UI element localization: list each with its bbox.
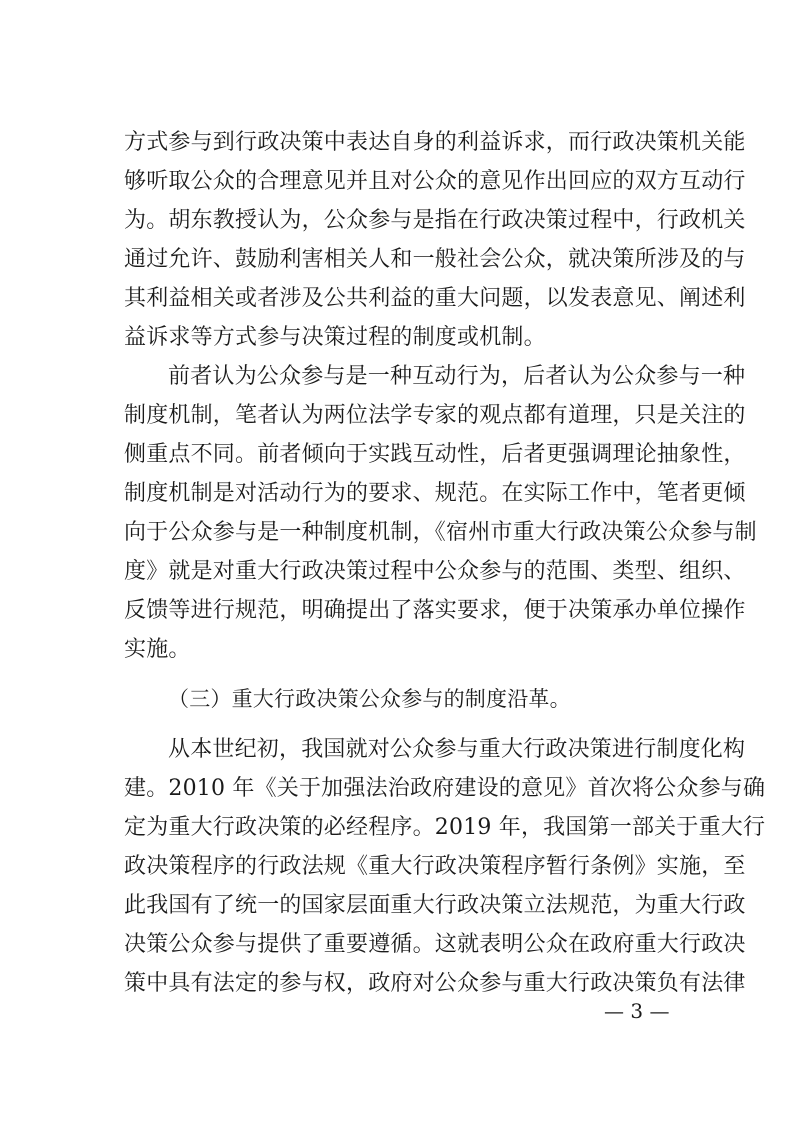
paragraph-3-line-6: 决策公众参与提供了重要遵循。这就表明公众在政府重大行政决 [124, 932, 746, 957]
paragraph-1-line-1: 方式参与到行政决策中表达自身的利益诉求，而行政决策机关能 [124, 130, 746, 155]
paragraph-2-line-8: 实施。 [124, 637, 191, 662]
paragraph-2-line-3: 侧重点不同。前者倾向于实践互动性，后者更强调理论抽象性， [124, 442, 746, 467]
paragraph-2-line-2: 制度机制，笔者认为两位法学专家的观点都有道理，只是关注的 [124, 403, 746, 428]
paragraph-1-line-2: 够听取公众的合理意见并且对公众的意见作出回应的双方互动行 [124, 169, 746, 194]
paragraph-2-line-4: 制度机制是对活动行为的要求、规范。在实际工作中，笔者更倾 [124, 481, 746, 506]
paragraph-2-line-7: 反馈等进行规范，明确提出了落实要求，便于决策承办单位操作 [124, 598, 746, 623]
paragraph-3-line-3: 定为重大行政决策的必经程序。2019 年，我国第一部关于重大行 [124, 815, 766, 840]
section-heading: （三）重大行政决策公众参与的制度沿革。 [168, 687, 571, 711]
paragraph-3-line-1: 从本世纪初，我国就对公众参与重大行政决策进行制度化构 [168, 737, 746, 762]
paragraph-1-line-5: 其利益相关或者涉及公共利益的重大问题，以发表意见、阐述利 [124, 286, 746, 311]
paragraph-3-line-2: 建。2010 年《关于加强法治政府建设的意见》首次将公众参与确 [124, 776, 766, 801]
paragraph-3-line-4: 政决策程序的行政法规《重大行政决策程序暂行条例》实施，至 [124, 854, 746, 879]
paragraph-2-line-6: 度》就是对重大行政决策过程中公众参与的范围、类型、组织、 [124, 559, 746, 584]
paragraph-1-line-6: 益诉求等方式参与决策过程的制度或机制。 [124, 325, 546, 350]
page-number: — 3 — [604, 999, 670, 1023]
paragraph-3-line-5: 此我国有了统一的国家层面重大行政决策立法规范，为重大行政 [124, 893, 746, 918]
paragraph-1-line-3: 为。胡东教授认为，公众参与是指在行政决策过程中，行政机关 [124, 208, 746, 233]
paragraph-2-line-5: 向于公众参与是一种制度机制，《宿州市重大行政决策公众参与制 [124, 520, 757, 545]
paragraph-2-line-1: 前者认为公众参与是一种互动行为，后者认为公众参与一种 [168, 364, 746, 389]
paragraph-3-line-7: 策中具有法定的参与权，政府对公众参与重大行政决策负有法律 [124, 971, 746, 996]
paragraph-1-line-4: 通过允许、鼓励利害相关人和一般社会公众，就决策所涉及的与 [124, 247, 746, 272]
